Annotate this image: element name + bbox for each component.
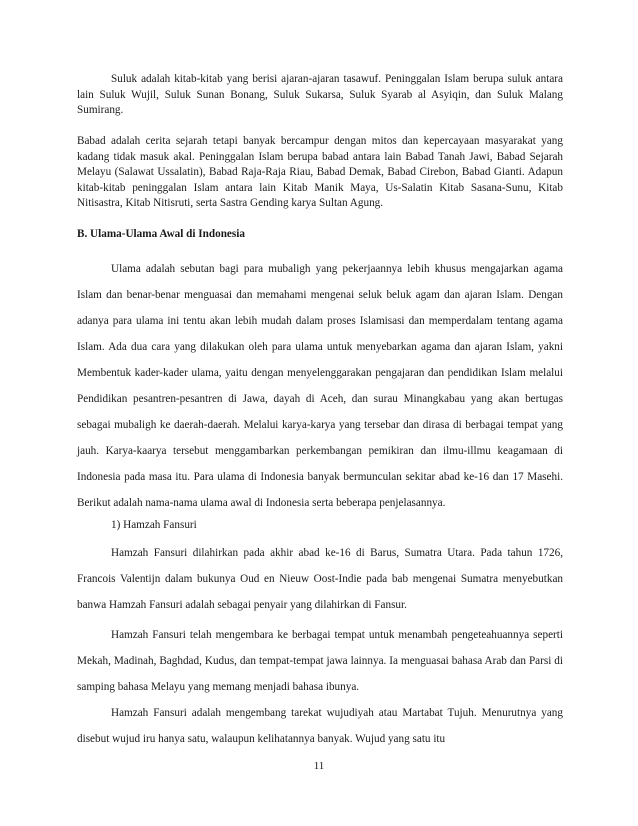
- paragraph-suluk: Suluk adalah kitab-kitab yang berisi ajaran-ajaran tasawuf. Peninggalan Islam berupa suluk antara lain Suluk Wujil, Suluk Sunan Bonang, Suluk Sukarsa, Suluk Syarab al Asyiqin, dan Suluk Malang Sumirang.: [77, 73, 563, 116]
- paragraph-hamzah-1: Hamzah Fansuri dilahirkan pada akhir abad ke-16 di Barus, Sumatra Utara. Pada tahun 1726, Francois Valentijn dalam bukunya Oud en Nieuw Oost-Indie pada bab mengenai Sumatra menyebutkan banwa Hamzah Fansuri adalah sebagai penyair yang dilahirkan di Fansur.: [77, 547, 563, 611]
- paragraph-ulama: Ulama adalah sebutan bagi para mubaligh yang pekerjaannya lebih khusus mengajarkan agama Islam dan benar-benar menguasai dan memahami mengenai seluk beluk agam dan ajaran Islam. Dengan adanya para ulama ini tentu akan lebih mudah dalam proses Islamisasi dan memperdalam tentang agama Islam. Ada dua cara yang dilakukan oleh para ulama untuk menyebarkan agama dan ajaran Islam, yakni Membentuk kader-kader ulama, yaitu dengan menyelenggarakan pengajaran dan pendidikan Islam melalui Pendidikan pesantren-pesantren di Jawa, dayah di Aceh, dan surau Minangkabau yang akan bertugas sebagai mubaligh ke daerah-daerah. Melalui karya-karya yang tersebar dan dirasa di berbagai tempat yang jauh. Karya-kaarya tersebut menggambarkan perkembangan pemikiran dan ilmu-illmu keagamaan di Indonesia pada masa itu. Para ulama di Indonesia banyak bermunculan sekitar abad ke-16 dan 17 Masehi. Berikut adalah nama-nama ulama awal di Indonesia serta beberapa penjelasannya.: [77, 263, 563, 509]
- section-heading: B. Ulama-Ulama Awal di Indonesia: [77, 228, 245, 240]
- paragraph-babad: Babad adalah cerita sejarah tetapi banyak bercampur dengan mitos dan kepercayaan masyarakat yang kadang tidak masuk akal. Peninggalan Islam berupa babad antara lain Babad Tanah Jawi, Babad Sejarah Melayu (Salawat Ussalatin), Babad Raja-Raja Riau, Babad Demak, Babad Cirebon, Babad Gianti. Adapun kitab-kitab peninggalan Islam antara lain Kitab Manik Maya, Us-Salatin Kitab Sasana-Sunu, Kitab Nitisastra, Kitab Nitisruti, serta Sastra Gending karya Sultan Agung.: [77, 135, 563, 209]
- page-number: 11: [313, 760, 325, 772]
- paragraph-hamzah-3: Hamzah Fansuri adalah mengembang tarekat wujudiyah atau Martabat Tujuh. Menurutnya yang disebut wujud iru hanya satu, walaupun kelihatannya banyak. Wujud yang satu itu: [77, 707, 563, 745]
- paragraph-hamzah-2: Hamzah Fansuri telah mengembara ke berbagai tempat untuk menambah pengeteahuannya seperti Mekah, Madinah, Baghdad, Kudus, dan tempat-tempat jawa lainnya. Ia menguasai bahasa Arab dan Parsi di samping bahasa Melayu yang memang menjadi bahasa ibunya.: [77, 629, 563, 693]
- subheading-hamzah-fansuri: 1) Hamzah Fansuri: [111, 519, 197, 531]
